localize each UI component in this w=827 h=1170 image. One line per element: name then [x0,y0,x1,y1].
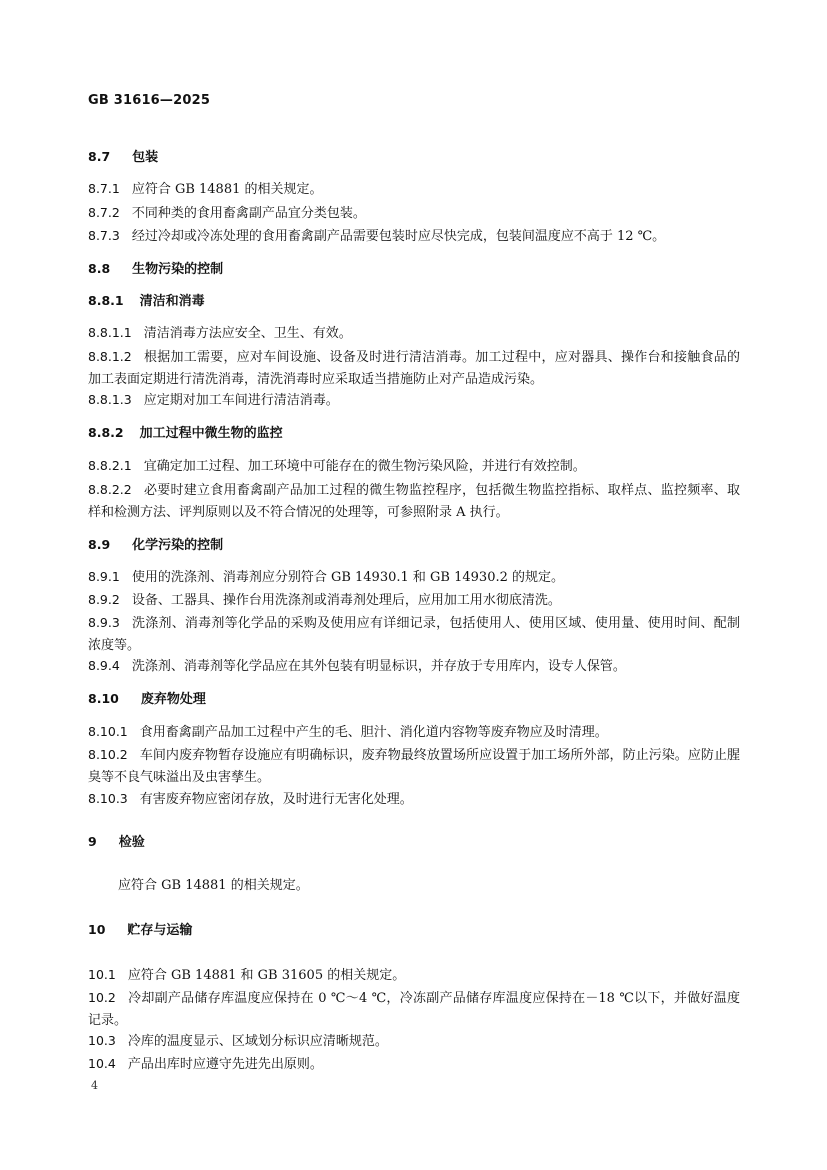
clause-8-7-2 [88,203,366,223]
clause-number: 8.9.4 [88,658,120,673]
clause-number: 8.7.3 [88,228,120,243]
section-number: 10 [88,922,106,937]
clause-8-10-3 [88,789,413,809]
clause-number: 8.10.3 [88,791,128,806]
section-number: 8.8 [88,261,111,276]
clause-10-4 [88,1054,323,1074]
section-title: 生物污染的控制 [132,262,224,277]
section-title: 废弃物处理 [140,692,206,707]
clause-text: 应符合 GB 14881 的相关规定。 [131,182,323,197]
clause-8-10-1 [88,722,608,742]
section-title: 加工过程中微生物的监控 [139,426,283,441]
clause-number: 8.8.1.3 [88,392,132,407]
clause-8-8-1-3 [88,390,339,410]
section-heading-8-9 [88,535,223,555]
clause-text: 洗涤剂、消毒剂等化学品应在其外包装有明显标识，并存放于专用库内，设专人保管。 [131,659,626,674]
clause-text: 产品出库时应遵守先进先出原则。 [127,1057,323,1072]
page-number: 4 [91,1079,98,1092]
section-heading-8-10 [88,689,206,709]
section-number: 8.8.1 [88,293,124,308]
clause-number: 10.3 [88,1033,116,1048]
clause-number: 8.7.1 [88,181,120,196]
clause-text: 必要时建立食用畜禽副产品加工过程的微生物监控程序，包括微生物监控指标、取样点、监控频率、取样和检测方法、评判原则以及不符合情况的处理等，可参照附录 A 执行。 [88,483,740,520]
clause-10-2 [88,987,740,1032]
clause-8-7-1 [88,179,323,199]
section-heading-8-8 [88,259,223,279]
clause-text: 有害废弃物应密闭存放，及时进行无害化处理。 [139,792,413,807]
clause-number: 10.1 [88,967,116,982]
clause-number: 8.9.3 [88,615,120,630]
clause-8-7-3 [88,226,665,246]
clause-text: 经过冷却或冷冻处理的食用畜禽副产品需要包装时应尽快完成，包装间温度应不高于 12 ℃。 [131,229,666,244]
clause-8-9-3 [88,612,740,657]
section-heading-8-8-2 [88,423,283,443]
clause-text: 根据加工需要，应对车间设施、设备及时进行清洁消毒。加工过程中，应对器具、操作台和接触食品的加工表面定期进行清洗消毒，清洗消毒时应采取适当措施防止对产品造成污染。 [88,350,740,387]
clause-8-10-2 [88,744,740,789]
clause-8-9-1 [88,567,564,587]
clause-number: 8.8.2.2 [88,482,132,497]
clause-text: 不同种类的食用畜禽副产品宜分类包装。 [131,206,366,221]
clause-number: 10.4 [88,1056,116,1071]
clause-number: 8.9.1 [88,569,120,584]
clause-8-8-1-1 [88,323,352,343]
clause-text: 洗涤剂、消毒剂等化学品的采购及使用应有详细记录，包括使用人、使用区域、使用量、使用时间、配制浓度等。 [88,616,740,653]
clause-number: 8.8.1.1 [88,325,132,340]
clause-number: 10.2 [88,990,116,1005]
section-number: 9 [88,834,97,849]
clause-text: 应定期对加工车间进行清洁消毒。 [143,393,339,408]
clause-number: 8.10.1 [88,724,128,739]
clause-text: 清洁消毒方法应安全、卫生、有效。 [143,326,352,341]
section-heading-8-7 [88,147,158,167]
clause-text: 应符合 GB 14881 和 GB 31605 的相关规定。 [127,968,406,983]
clause-number: 8.9.2 [88,592,120,607]
section-heading-8-8-1 [88,291,205,311]
paragraph-9 [118,876,309,895]
clause-8-8-2-2 [88,479,740,524]
clause-text: 冷库的温度显示、区域划分标识应清晰规范。 [127,1034,388,1049]
section-title: 贮存与运输 [127,923,193,938]
section-title: 清洁和消毒 [139,294,205,309]
clause-8-8-2-1 [88,456,586,476]
clause-number: 8.8.1.2 [88,349,132,364]
clause-text: 设备、工器具、操作台用洗涤剂或消毒剂处理后，应用加工用水彻底清洗。 [131,593,561,608]
section-heading-9 [88,832,145,852]
section-heading-10 [88,920,192,940]
clause-8-8-1-2 [88,346,740,391]
section-number: 8.9 [88,537,111,552]
section-title: 化学污染的控制 [132,538,224,553]
clause-number: 8.8.2.1 [88,458,132,473]
clause-text: 宜确定加工过程、加工环境中可能存在的微生物污染风险，并进行有效控制。 [143,459,586,474]
clause-8-9-4 [88,656,626,676]
section-number: 8.7 [88,149,111,164]
clause-text: 车间内废弃物暂存设施应有明确标识，废弃物最终放置场所应设置于加工场所外部，防止污染。应防止腥臭等不良气味溢出及虫害孳生。 [88,748,740,785]
clause-number: 8.7.2 [88,205,120,220]
section-number: 8.8.2 [88,425,124,440]
clause-10-1 [88,965,405,985]
section-title: 检验 [118,835,145,850]
section-title: 包装 [132,150,159,165]
clause-number: 8.10.2 [88,747,128,762]
clause-8-9-2 [88,590,561,610]
standard-code-header: GB 31616—2025 [88,93,211,108]
clause-text: 冷却副产品储存库温度应保持在 0 ℃～4 ℃，冷冻副产品储存库温度应保持在－18 ℃以下，并做好温度记录。 [88,991,740,1028]
section-number: 8.10 [88,691,119,706]
clause-10-3 [88,1031,388,1051]
clause-text: 食用畜禽副产品加工过程中产生的毛、胆汁、消化道内容物等废弃物应及时清理。 [139,725,608,740]
clause-text: 使用的洗涤剂、消毒剂应分别符合 GB 14930.1 和 GB 14930.2 的规定。 [131,570,564,585]
paragraph-text: 应符合 GB 14881 的相关规定。 [118,878,309,893]
